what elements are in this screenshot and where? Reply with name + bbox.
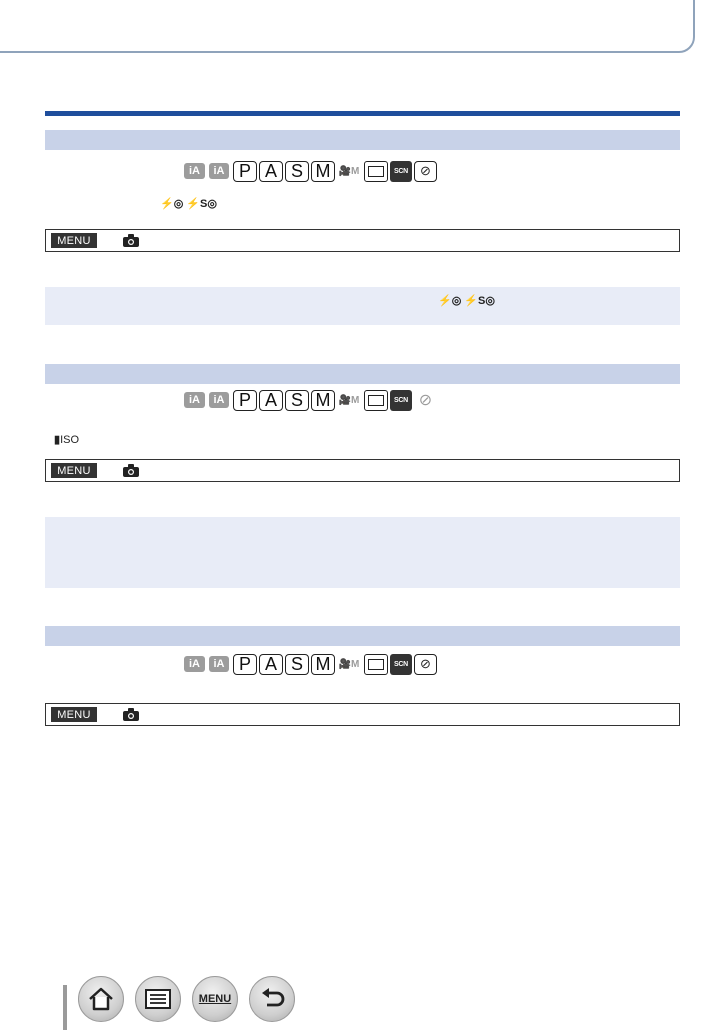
m-mode-icon: M bbox=[311, 654, 335, 675]
intelligent-auto-plus-icon: iA bbox=[209, 392, 229, 408]
mode-icons-row-1 bbox=[184, 160, 439, 182]
section-header-band-1 bbox=[45, 130, 680, 150]
section-header-band-3 bbox=[45, 626, 680, 646]
section-header-band-2 bbox=[45, 364, 680, 384]
menu-path-box-1 bbox=[45, 229, 680, 252]
menu-icon: MENU bbox=[51, 463, 97, 478]
scene-guide-icon: SCN bbox=[390, 390, 412, 411]
p-mode-icon: P bbox=[233, 390, 257, 411]
creative-control-icon: ⊘ bbox=[418, 392, 433, 409]
menu-button[interactable] bbox=[192, 976, 238, 1022]
mode-icons-row-3 bbox=[184, 653, 439, 675]
camera-icon bbox=[123, 708, 139, 721]
menu-path-box-3 bbox=[45, 703, 680, 726]
scene-guide-icon: SCN bbox=[390, 654, 412, 675]
intelligent-auto-icon: iA bbox=[184, 656, 205, 672]
home-button[interactable] bbox=[78, 976, 124, 1022]
menu-path-box-2 bbox=[45, 459, 680, 482]
creative-video-icon: 🎥 M bbox=[338, 394, 360, 406]
m-mode-icon: M bbox=[311, 161, 335, 182]
panorama-icon bbox=[364, 161, 388, 182]
creative-video-icon: 🎥 M bbox=[338, 165, 360, 177]
s-mode-icon: S bbox=[285, 654, 309, 675]
note-band-2 bbox=[45, 517, 680, 588]
intelligent-auto-icon: iA bbox=[184, 392, 205, 408]
p-mode-icon: P bbox=[233, 654, 257, 675]
scene-guide-icon: SCN bbox=[390, 161, 412, 182]
back-button[interactable] bbox=[249, 976, 295, 1022]
iso-icon: ▮ISO bbox=[54, 434, 80, 446]
mode-icons-row-2 bbox=[184, 389, 439, 411]
flash-mode-icons: ⚡◎ ⚡S◎ bbox=[160, 198, 217, 210]
creative-video-icon: 🎥 M bbox=[338, 658, 360, 670]
menu-icon: MENU bbox=[198, 993, 232, 1005]
nav-divider bbox=[63, 985, 67, 1030]
intelligent-auto-plus-icon: iA bbox=[209, 163, 229, 179]
note-band-1 bbox=[45, 287, 680, 325]
intelligent-auto-plus-icon: iA bbox=[209, 656, 229, 672]
a-mode-icon: A bbox=[259, 654, 283, 675]
creative-control-icon: ⊘ bbox=[414, 161, 437, 182]
p-mode-icon: P bbox=[233, 161, 257, 182]
camera-icon bbox=[123, 234, 139, 247]
section-rule bbox=[45, 111, 680, 116]
home-icon bbox=[88, 987, 114, 1011]
contents-list-icon bbox=[145, 989, 171, 1009]
a-mode-icon: A bbox=[259, 161, 283, 182]
back-icon bbox=[259, 987, 285, 1011]
contents-button[interactable] bbox=[135, 976, 181, 1022]
m-mode-icon: M bbox=[311, 390, 335, 411]
a-mode-icon: A bbox=[259, 390, 283, 411]
panorama-icon bbox=[364, 654, 388, 675]
page-tab-frame bbox=[0, 0, 695, 53]
camera-icon bbox=[123, 464, 139, 477]
intelligent-auto-icon: iA bbox=[184, 163, 205, 179]
s-mode-icon: S bbox=[285, 161, 309, 182]
s-mode-icon: S bbox=[285, 390, 309, 411]
creative-control-icon: ⊘ bbox=[414, 654, 437, 675]
red-eye-flash-icons: ⚡◎ ⚡S◎ bbox=[438, 295, 495, 307]
menu-icon: MENU bbox=[51, 233, 97, 248]
panorama-icon bbox=[364, 390, 388, 411]
menu-icon: MENU bbox=[51, 707, 97, 722]
